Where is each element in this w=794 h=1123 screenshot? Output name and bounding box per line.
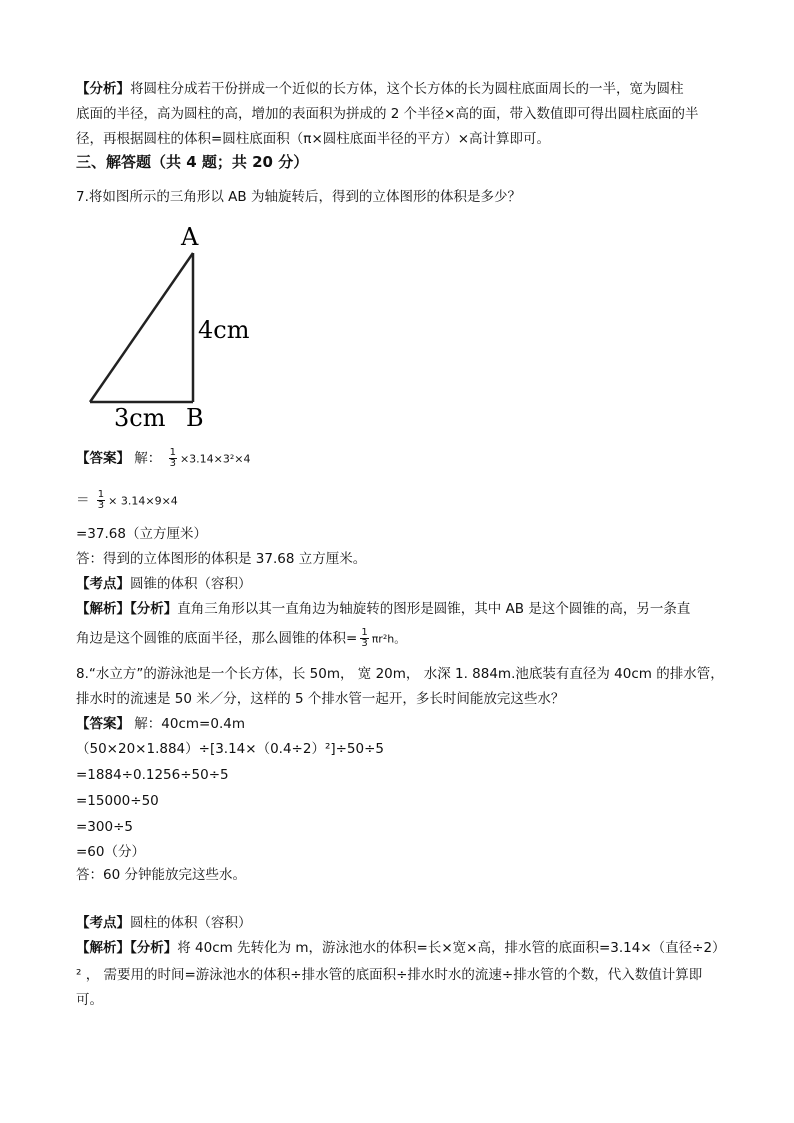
triangle-figure — [80, 220, 260, 435]
intro-line-2: 底面的半径，高为圆柱的高，增加的表面积为拼成的 2 个半径×高的面，带入数值即可得出圆柱底面的半 — [76, 106, 699, 122]
q8-conclusion: 答：60 分钟能放完这些水。 — [76, 867, 246, 883]
q8-step-4: =300÷5 — [76, 819, 133, 835]
fraction-one-third: $\frac{1}{3}$ — [169, 447, 176, 469]
q8-step-2: =1884÷0.1256÷50÷5 — [76, 767, 229, 783]
q8-jiexi-line-1: 【解析】【分析】将 40cm 先转化为 m，游泳池水的体积=长×宽×高，排水管的底面积=3.14×（直径÷2） — [76, 940, 726, 956]
q8-jiexi-line-3: 可。 — [76, 992, 103, 1008]
q7-answer-line-2: ＝ $\frac{1}{3}$ × 3.14×9×4 — [76, 489, 178, 511]
q8-question-line-1: 8.“水立方”的游泳池是一个长方体，长 50m， 宽 20m， 水深 1. 884m.池底装有直径为 40cm 的排水管， — [76, 666, 724, 682]
label-4cm: 4cm — [198, 316, 250, 344]
q8-answer-line-1: 【答案】 解：40cm=0.4m — [76, 716, 245, 732]
q7-kaodian: 【考点】圆锥的体积（容积） — [76, 576, 252, 592]
label-b: B — [186, 404, 204, 432]
q8-step-1: （50×20×1.884）÷[3.14×（0.4÷2）²]÷50÷5 — [76, 741, 385, 757]
q8-step-5: =60（分） — [76, 844, 145, 860]
q7-jiexi-line-2: 角边是这个圆锥的底面半径，那么圆锥的体积= $\frac{1}{3}$ πr²h。 — [76, 627, 406, 649]
q8-kaodian: 【考点】圆柱的体积（容积） — [76, 915, 252, 931]
q7-answer-line-3: =37.68（立方厘米） — [76, 526, 207, 542]
hypotenuse-line — [90, 253, 193, 402]
q7-answer-tag: 【答案】 — [76, 450, 130, 467]
section-title: 三、解答题（共 4 题；共 20 分） — [76, 153, 309, 171]
q7-question: 7.将如图所示的三角形以 AB 为轴旋转后，得到的立体图形的体积是多少？ — [76, 189, 521, 205]
label-a: A — [181, 223, 199, 251]
q8-jiexi-line-2: ² ， 需要用的时间=游泳池水的体积÷排水管的底面积÷排水时水的流速÷排水管的个数，代入数值计算即 — [76, 967, 703, 983]
q7-answer-line-1: 【答案】 解： $\frac{1}{3}$ ×3.14×3²×4 — [76, 447, 251, 469]
q8-question-line-2: 排水时的流速是 50 米／分，这样的 5 个排水管一起开，多长时间能放完这些水？ — [76, 691, 565, 707]
q7-jiexi-line-1: 【解析】【分析】直角三角形以其一直角边为轴旋转的图形是圆锥，其中 AB 是这个圆锥的高，另一条直 — [76, 601, 691, 617]
q7-conclusion: 答：得到的立体图形的体积是 37.68 立方厘米。 — [76, 551, 367, 567]
intro-tag: 【分析】 — [76, 81, 130, 97]
intro-line-1: 【分析】将圆柱分成若干份拼成一个近似的长方体，这个长方体的长为圆柱底面周长的一半，宽为圆柱 — [76, 81, 684, 97]
fraction-one-third: $\frac{1}{3}$ — [361, 627, 368, 649]
q8-step-3: =15000÷50 — [76, 793, 159, 809]
fraction-one-third: $\frac{1}{3}$ — [97, 489, 105, 511]
intro-line-3: 径，再根据圆柱的体积=圆柱底面积（π×圆柱底面半径的平方）×高计算即可。 — [76, 131, 551, 147]
label-3cm: 3cm — [114, 404, 166, 432]
